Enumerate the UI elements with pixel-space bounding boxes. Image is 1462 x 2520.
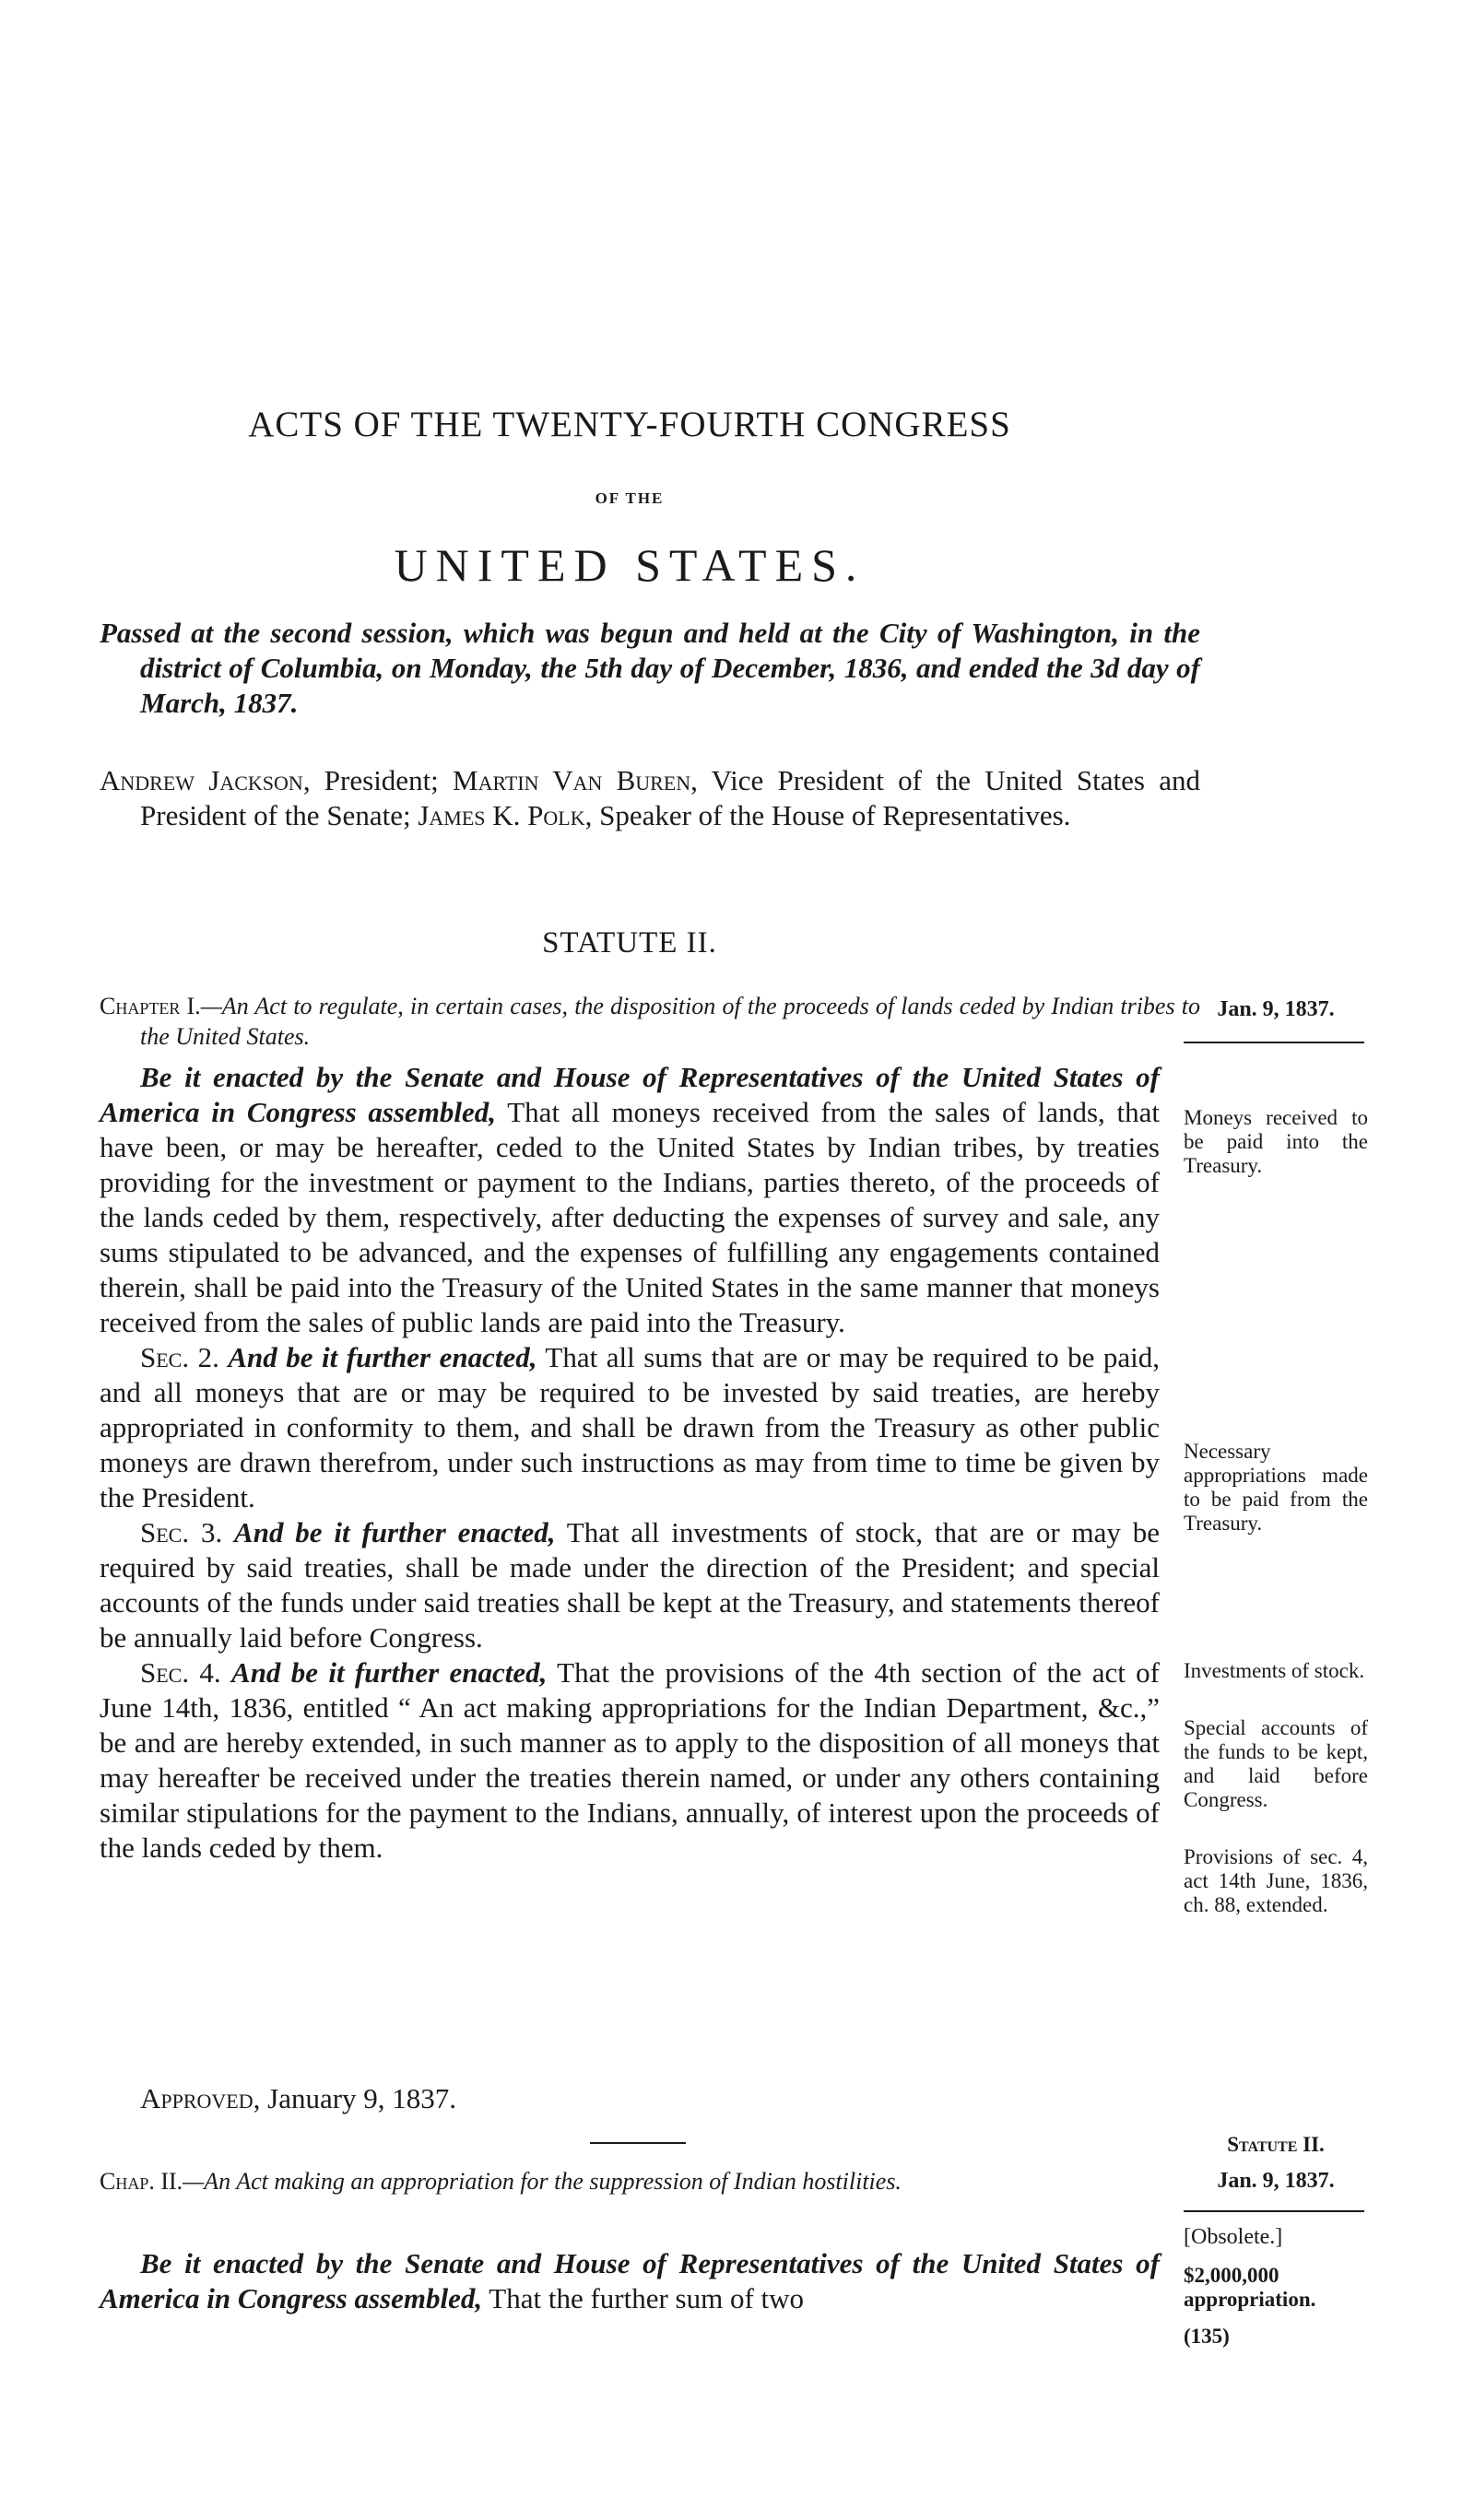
act-title-united-states: UNITED STATES. xyxy=(394,539,866,591)
approved-line xyxy=(100,2081,1160,2116)
margin-statute-2: Statute II. xyxy=(1227,2133,1325,2156)
approved-label: Approved xyxy=(140,2082,253,2114)
section-3 xyxy=(100,1515,1160,1655)
margin-note-investments: Investments of stock. xyxy=(1184,1659,1365,1682)
officers-text-1: , President; xyxy=(302,764,454,796)
approved-date: , January 9, 1837. xyxy=(253,2082,457,2114)
page-number: (135) xyxy=(1184,2325,1230,2348)
margin-rule-1 xyxy=(1184,1042,1364,1043)
margin-note-moneys-received: Moneys received to be paid into the Treasury. xyxy=(1184,1106,1368,1177)
enacting-clause-2: Be it enacted by the Senate and House of Representatives of the United States of America in Congress assembled, xyxy=(100,2247,1160,2314)
section-1-text: That all moneys received from the sales of lands, that have been, or may be hereafter, ceded to the United States by Indian tribes, by treaties providing for the investment or payment to the Indians, parties thereto, of the proceeds of the lands ceded by them, respectively, after deducting the expenses of survey and sale, any sums stipulated to be advanced, and the expenses of fulfilling any engagements contained therein, shall be paid into the Treasury of the United States in the same manner that moneys received from the sales of public lands are paid into the Treasury. xyxy=(100,1096,1160,1338)
vice-president-name: Martin Van Buren xyxy=(453,764,691,796)
section-3-label: Sec. 3. xyxy=(140,1516,223,1549)
section-4-text: That the provisions of the 4th section of the act of June 14th, 1836, entitled “ An act making appropriations for the Indian Department, &c.,” be and are hereby extended, in such manner as to apply to the disposition of all moneys that may hereafter be received under the treaties therein named, or under any others containing similar stipulations for the payment to the Indians, annually, of interest upon the proceeds of the lands ceded by them. xyxy=(100,1656,1161,1864)
officers-paragraph xyxy=(100,763,1200,833)
margin-date-2: Jan. 9, 1837. xyxy=(1217,2169,1335,2193)
chapter-2-heading xyxy=(100,2166,1200,2196)
section-2 xyxy=(100,1340,1160,1515)
margin-obsolete: [Obsolete.] xyxy=(1184,2225,1283,2249)
section-3-text: That all investments of stock, that are or may be required by said treaties, shall be made under the direction of the President; and special accounts of the funds under said treaties shall be kept at the Treasury, and statements thereof be annually laid before Congress. xyxy=(100,1516,1161,1654)
session-statement xyxy=(100,616,1200,721)
session-text: Passed at the second session, which was begun and held at the City of Washington, in the district of Columbia, on Monday, the 5th day of December, 1836, and ended the 3d day of March, 1837. xyxy=(100,617,1200,719)
chapter-1-heading xyxy=(100,991,1200,1052)
margin-date-1: Jan. 9, 1837. xyxy=(1217,997,1335,1021)
president-name: Andrew Jackson xyxy=(100,764,303,796)
margin-note-provisions: Provisions of sec. 4, act 14th June, 1836, ch. 88, extended. xyxy=(1184,1845,1368,1916)
section-2-label: Sec. 2. xyxy=(140,1341,219,1373)
act-title: ACTS OF THE TWENTY-FOURTH CONGRESS xyxy=(248,405,1011,444)
chapter-1-title: —An Act to regulate, in certain cases, the disposition of the proceeds of lands ceded by Indian tribes to the United States. xyxy=(140,993,1200,1050)
officers-text-3: , Speaker of the House of Representatives. xyxy=(584,799,1071,831)
section-1 xyxy=(100,1060,1160,1340)
margin-note-appropriation: $2,000,000 appropriation. xyxy=(1184,2264,1316,2311)
chapter-2-label: Chap. II. xyxy=(100,2168,183,2195)
section-3-phrase: And be it further enacted, xyxy=(234,1516,556,1549)
chapter-2-section-1 xyxy=(100,2246,1160,2316)
chapter-2-text: That the further sum of two xyxy=(482,2282,805,2314)
chapter-divider xyxy=(590,2142,686,2144)
section-4-label: Sec. 4. xyxy=(140,1656,221,1689)
margin-note-appropriations: Necessary appropriations made to be paid from the Treasury. xyxy=(1184,1440,1368,1535)
chapter-1-body xyxy=(100,1060,1160,1866)
chapter-2-body xyxy=(100,2246,1160,2316)
margin-note-special-accounts: Special accounts of the funds to be kept, and laid before Congress. xyxy=(1184,1716,1368,1811)
section-2-phrase: And be it further enacted, xyxy=(228,1341,537,1373)
enacting-clause-1: Be it enacted by the Senate and House of Representatives of the United States of America in Congress assembled, xyxy=(100,1061,1160,1128)
statute-heading: STATUTE II. xyxy=(542,926,717,960)
chapter-2-title: —An Act making an appropriation for the suppression of Indian hostilities. xyxy=(183,2168,902,2195)
act-title-of-the: OF THE xyxy=(595,489,665,507)
speaker-name: James K. Polk xyxy=(418,799,585,831)
section-2-text: That all sums that are or may be required to be paid, and all moneys that are or may be required to be invested by said treaties, are hereby appropriated in conformity to them, and shall be drawn from the Treasury as other public moneys are drawn therefrom, under such instructions as may from time to time be given by the President. xyxy=(100,1341,1161,1513)
officers-text-2: , Vice President of the United States and President of the Senate; xyxy=(140,764,1200,831)
section-4-phrase: And be it further enacted, xyxy=(231,1656,548,1689)
chapter-1-label: Chapter I. xyxy=(100,993,201,1019)
margin-rule-2 xyxy=(1184,2210,1364,2212)
section-4 xyxy=(100,1655,1160,1866)
